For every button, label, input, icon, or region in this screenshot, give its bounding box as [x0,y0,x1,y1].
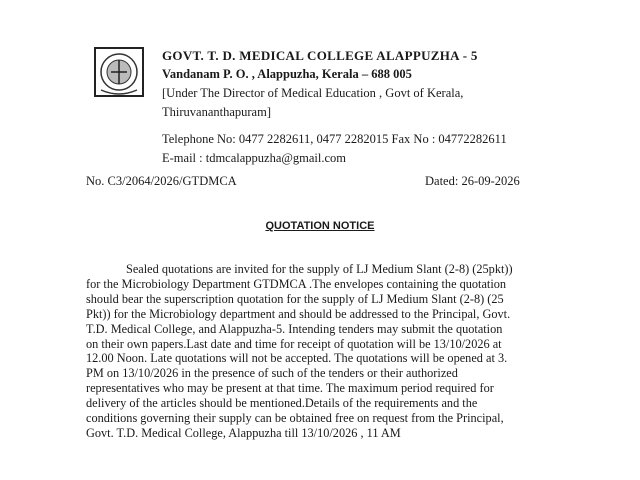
body-line: for the Microbiology Department GTDMCA .The envelopes containing the quotation [86,276,507,291]
under-line-2: Thiruvananthapuram] [162,105,271,119]
body-line: delivery of the articles should be mentioned.Details of the requirements and the [86,396,478,411]
body-line: T.D. Medical College, and Alappuzha-5. Intending tenders may submit the quotation [86,321,503,336]
body-line: Sealed quotations are invited for the supply of LJ Medium Slant (2-8) (25pkt)) [126,262,513,276]
body-line: should bear the superscription quotation for the supply of LJ Medium Slant (2-8) (25 [86,291,504,306]
notice-title: QUOTATION NOTICE [265,220,375,232]
notice-body [86,262,554,441]
body-line: Govt. T.D. Medical College, Alappuzha till 13/10/2026 , 11 AM [86,425,401,440]
letterhead [162,46,622,168]
body-line: representatives who may be present at that time. The maximum period required for [86,381,494,396]
body-line: 12.00 Noon. Late quotations will not be accepted. The quotations will be opened at 3. [86,351,508,366]
body-line: Pkt)) for the Microbiology department and should be addressed to the Principal, Govt. [86,306,511,321]
reference-number: No. C3/2064/2026/GTDMCA [86,174,237,188]
email-line: E-mail : tdmcalappuzha@gmail.com [162,151,347,165]
body-line: conditions governing their supply can be obtained free on request from the Principal, [86,411,504,426]
body-line: on their own papers.Last date and time for receipt of quotation will be 13/10/2026 at [86,336,502,351]
college-name: GOVT. T. D. MEDICAL COLLEGE ALAPPUZHA - 5 [162,48,478,63]
notice-date: Dated: 26-09-2026 [425,174,520,188]
college-address: Vandanam P. O. , Alappuzha, Kerala – 688 005 [162,67,412,81]
body-line: PM on 13/10/2026 in the presence of such of the tenders or their authorized [86,366,458,381]
under-line-1: [Under The Director of Medical Education , Govt of Kerala, [162,86,464,100]
college-emblem-icon [93,46,145,98]
telephone-line: Telephone No: 0477 2282611, 0477 2282015 Fax No : 04772282611 [162,132,507,146]
